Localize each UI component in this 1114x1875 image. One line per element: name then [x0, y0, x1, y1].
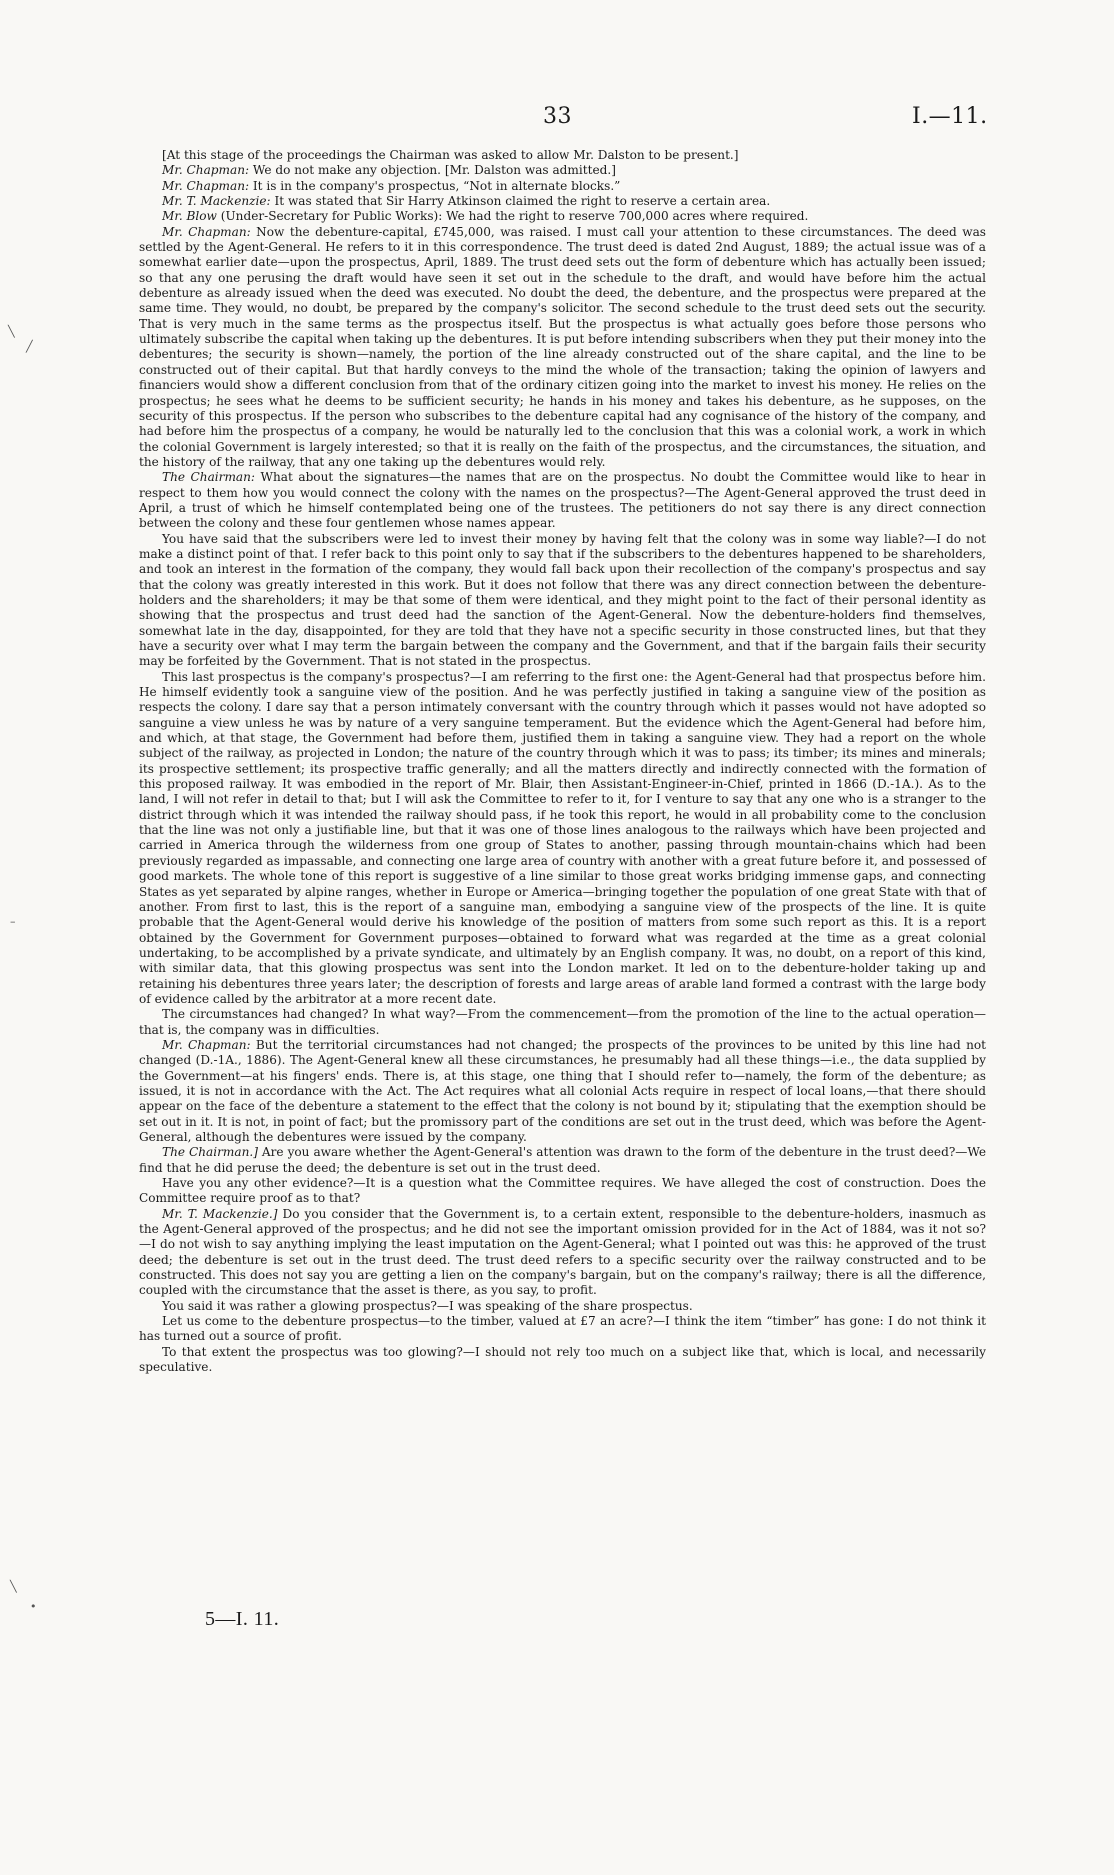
speaker: The Chairman.] [162, 1145, 258, 1160]
margin-mark: – [10, 915, 16, 928]
paragraph: Mr. Chapman: We do not make any objection. [Mr. Dalston was admitted.] [162, 163, 616, 178]
sheet-signature: 5—I. 11. [205, 1608, 280, 1630]
speaker: Mr. Blow [162, 209, 217, 224]
speaker: Mr. Chapman: [162, 1037, 251, 1052]
paragraph: This last prospectus is the company's prospectus?—I am referring to the first one: the Agent-General had that prospectus before him. He himself evidently took a sanguine view of the position. And he was perfectly justified in taking a sanguine view of the position as respects the colony. I dare say that a person intimately conversant with the country through which it passes would not have adopted so sanguine a view unless he was by nature of a very sanguine temperament. But the evidence which the Agent-General had before him, and which, at that stage, the Government had before them, justified them in taking a sanguine view. They had a report on the whole subject of the railway, as projected in London; the nature of the country through which it was to pass; its timber; its mines and minerals; its prospective settlement; its prospective traffic generally; and all the matters directly and indirectly connected with the formation of this proposed railway. It was embodied in the report of Mr. Blair, then Assistant-Engineer-in-Chief, printed in 1866 (D.-1A.). As to the land, I will not refer in detail to that; but I will ask the Committee to refer to it, for I venture to say that any one who is a stranger to the district through which it was intended the railway should pass, if he took this report, he would in all probability come to the conclusion that the line was not only a justifiable line, but that it was one of those lines analogous to the railways which have been projected and carried in America through the wilderness from one group of States to another, passing through mountain-chains which had been previously regarded as impassable, and connecting one large area of country with another with a great future before it, and possessed of good markets. The whole tone of this report is suggestive of a line similar to those great works bridging immense gaps, and connecting States as yet separated by alpine ranges, whether in Europe or America—bringing together the population of one great State with that of another. From first to last, this is the report of a sanguine man, embodying a sanguine view of the prospects of the line. It is quite probable that the Agent-General would derive his knowledge of the position of matters from some such report as this. It is a report obtained by the Government for Government purposes—obtained to forward what was regarded at the time as a great colonial undertaking, to be accomplished by a private syndicate, and ultimately by an English company. It was, no doubt, on a report of this kind, with similar data, that this glowing prospectus was sent into the London market. It led on to the debenture-holder taking up and retaining his debentures three years later; the description of forests and large areas of arable land formed a contrast with the large body of evidence called by the arbitrator at a more recent date. [139, 669, 986, 1006]
paragraph: Have you any other evidence?—It is a question what the Committee requires. We have alleged the cost of construction. Does the Committee require proof as to that? [139, 1176, 986, 1206]
paragraph: The Chairman.] Are you aware whether the Agent-General's attention was drawn to the form of the debenture in the trust deed?—We find that he did peruse the deed; the debenture is set out in the trust deed. [139, 1145, 986, 1175]
paragraph: The Chairman: What about the signatures—the names that are on the prospectus. No doubt the Committee would like to hear in respect to them how you would connect the colony with the names on the prospectus?—The Agent-General approved the trust deed in April, a trust of which he himself contemplated being one of the trustees. The petitioners do not say there is any direct connection between the colony and these four gentlemen whose names appear. [139, 470, 986, 531]
paragraph: You have said that the subscribers were led to invest their money by having felt that the colony was in some way liable?—I do not make a distinct point of that. I refer back to this point only to say that if the subscribers to the debentures happened to be shareholders, and took an interest in the formation of the company, they would fall back upon their recollection of the company's prospectus and say that the colony was greatly interested in this work. But it does not follow that there was any direct connection between the debenture-holders and the shareholders; it may be that some of them were identical, and they might point to the fact of their personal identity as showing that the prospectus and trust deed had the sanction of the Agent-General. Now the debenture-holders find themselves, somewhat late in the day, disappointed, for they are told that they have not a specific security in those constructed lines, but that they have a security over what I may term the bargain between the company and the Government, and that if the bargain fails their security may be forfeited by the Government. That is not stated in the prospectus. [139, 531, 986, 669]
paragraph: Mr. Chapman: Now the debenture-capital, £745,000, was raised. I must call your attention to these circumstances. The deed was settled by the Agent-General. He refers to it in this correspondence. The trust deed is dated 2nd August, 1889; the actual issue was of a somewhat earlier date—upon the prospectus, April, 1889. The trust deed sets out the form of debenture which has actually been issued; so that any one perusing the draft would have seen it set out in the schedule to the draft, and would have before him the actual debenture as already issued when the deed was executed. No doubt the deed, the debenture, and the prospectus were prepared at the same time. They would, no doubt, be prepared by the company's solicitor. The second schedule to the trust deed sets out the security. That is very much in the same terms as the prospectus itself. But the prospectus is what actually goes before those persons who ultimately subscribe the capital when taking up the debentures. It is put before intending subscribers when they put their money into the debentures; the security is shown—namely, the portion of the line already constructed out of the share capital, and the line to be constructed out of their capital. But that hardly conveys to the mind the whole of the transaction; taking the opinion of lawyers and financiers would show a different conclusion from that of the ordinary citizen going into the market to invest his money. He relies on the prospectus; he sees what he deems to be sufficient security; he hands in his money and takes his debenture, as he supposes, on the security of this prospectus. If the person who subscribes to the debenture capital had any cognisance of the history of the company, and had before him the prospectus of a company, he would be naturally led to the conclusion that this was a colonial work, a work in which the colonial Government is largely interested; so that it is really on the faith of the prospectus, and the circumstances, the situation, and the history of the railway, that any one taking up the debentures would rely. [139, 224, 986, 469]
paragraph: To that extent the prospectus was too glowing?—I should not rely too much on a subject like that, which is local, and necessarily speculative. [139, 1344, 986, 1375]
paragraph: Mr. Blow (Under-Secretary for Public Works): We had the right to reserve 700,000 acres where required. [162, 209, 809, 224]
document-reference: I.—11. [912, 104, 988, 129]
paragraph: The circumstances had changed? In what way?—From the commencement—from the promotion of the line to the actual operation—that is, the company was in difficulties. [139, 1007, 986, 1037]
paragraph: Mr. T. Mackenzie: It was stated that Sir Harry Atkinson claimed the right to reserve a certain area. [162, 194, 771, 209]
speaker: Mr. Chapman: [162, 163, 250, 178]
page-body [139, 148, 986, 1376]
paragraph: Mr. Chapman: It is in the company's prospectus, “Not in alternate blocks.” [162, 178, 621, 193]
speaker: The Chairman: [162, 470, 255, 485]
paragraph: [At this stage of the proceedings the Chairman was asked to allow Mr. Dalston to be present.] [162, 148, 739, 162]
speaker: Mr. T. Mackenzie.] [162, 1206, 278, 1221]
paragraph: Mr. T. Mackenzie.] Do you consider that the Government is, to a certain extent, responsible to the debenture-holders, inasmuch as the Agent-General approved of the prospectus; and he did not see the important omission provided for in the Act of 1884, was it not so?—I do not wish to say anything implying the least imputation on the Agent-General; what I pointed out was this: he approved of the trust deed; the debenture is set out in the trust deed. The trust deed refers to a specific security over the railway constructed and to be constructed. This does not say you are getting a lien on the company's bargain, but on the company's railway; there is all the difference, coupled with the circumstance that the asset is there, as you say, to profit. [139, 1206, 986, 1298]
margin-mark: ╲ [8, 325, 15, 338]
paragraph: You said it was rather a glowing prospectus?—I was speaking of the share prospectus. [162, 1298, 693, 1313]
margin-mark: ╲ [10, 1580, 17, 1593]
paragraph: Mr. Chapman: But the territorial circumstances had not changed; the prospects of the provinces to be united by this line had not changed (D.-1A., 1886). The Agent-General knew all these circumstances, he presumably had all these things—i.e., the data supplied by the Government—at his fingers' ends. There is, at this stage, one thing that I should refer to—namely, the form of the debenture; as issued, it is not in accordance with the Act. The Act requires what all colonial Acts require in respect of local loans,—that there should appear on the face of the debenture a statement to the effect that the colony is not bound by it; stipulating that the exemption should be set out in it. It is not, in point of fact; but the promissory part of the conditions are set out in the trust deed, which was before the Agent-General, although the debentures were issued by the company. [139, 1037, 986, 1144]
speaker: Mr. Chapman: [162, 178, 250, 193]
speaker: Mr. T. Mackenzie: [162, 194, 271, 209]
margin-mark: • [30, 1600, 37, 1613]
margin-mark: ╱ [26, 340, 33, 353]
speaker: Mr. Chapman: [162, 224, 251, 239]
paragraph: Let us come to the debenture prospectus—to the timber, valued at £7 an acre?—I think the item “timber” has gone: I do not think it has turned out a source of profit. [139, 1314, 986, 1344]
page-number: 33 [543, 104, 572, 129]
